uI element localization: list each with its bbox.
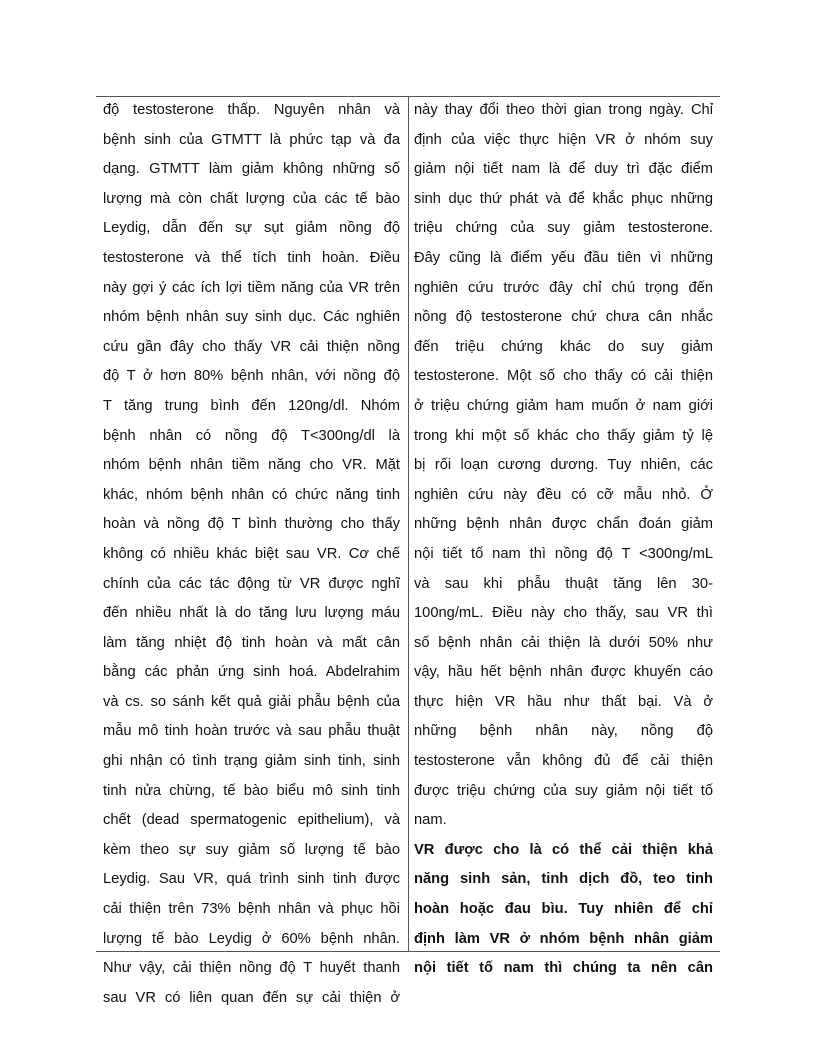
text-line: testosterone và thể tích tinh hoàn. Điều: [103, 249, 400, 266]
text-line: chết (dead spermatogenic epithelium), và: [103, 812, 400, 829]
text-line: nghiên cứu này đều có cỡ mẫu nhỏ. Ở: [414, 486, 713, 503]
text-line: độ testosterone thấp. Nguyên nhân và: [103, 102, 400, 118]
text-line: hoàn hoặc đau bìu. Tuy nhiên để chỉ: [414, 901, 713, 918]
text-line: số bệnh nhân cải thiện là dưới 50% như: [414, 634, 713, 651]
text-line: Leydig. Sau VR, quá trình sinh tinh được: [103, 871, 400, 888]
right-column: [414, 96, 713, 984]
text-line: testosterone. Một số cho thấy có cải thiện: [414, 368, 713, 385]
column-divider: [408, 96, 409, 952]
text-line: bằng các phản ứng sinh hoá. Abdelrahim: [103, 664, 400, 681]
text-line: VR được cho là có thể cải thiện khả: [414, 841, 713, 858]
text-line: sinh dục thứ phát và để khắc phục những: [414, 190, 713, 207]
text-line: định làm VR ở nhóm bệnh nhân giảm: [414, 930, 713, 947]
text-line: dạng. GTMTT làm giảm không những số: [103, 161, 400, 178]
text-line: và sau khi phẫu thuật tăng lên 30-: [414, 575, 713, 592]
text-line: nam.: [414, 812, 447, 829]
text-line: đến nhiều nhất là do tăng lưu lượng máu: [103, 605, 400, 622]
text-line: khác, nhóm bệnh nhân có chức năng tinh: [103, 486, 400, 503]
text-line: mẫu mô tinh hoàn trước và sau phẫu thuật: [103, 723, 400, 740]
text-line: nội tiết tố nam thì chúng ta nên cân: [414, 960, 713, 977]
text-line: kèm theo sự suy giảm số lượng tế bào: [103, 841, 400, 858]
text-line: Như vậy, cải thiện nồng độ T huyết thanh: [103, 960, 400, 977]
text-line: nhóm bệnh nhân suy sinh dục. Các nghiên: [103, 309, 400, 326]
text-line: những bệnh nhân được chẩn đoán giảm: [414, 516, 713, 533]
text-line: giảm nội tiết nam là để duy trì đặc điểm: [414, 161, 713, 178]
text-line: này gợi ý các ích lợi tiềm năng của VR trên: [103, 279, 400, 296]
text-line: lượng mà còn chất lượng của các tế bào: [103, 190, 400, 207]
text-line: 100ng/mL. Điều này cho thấy, sau VR thì: [414, 605, 713, 622]
text-line: nồng độ testosterone chứ chưa cân nhắc: [414, 309, 713, 326]
text-line: chính của các tác động từ VR được nghĩ: [103, 575, 400, 592]
text-line: nhóm bệnh nhân tiềm năng cho VR. Mặt: [103, 457, 400, 474]
text-line: làm tăng nhiệt độ tinh hoàn và mất cân: [103, 634, 400, 651]
text-line: ở triệu chứng giảm ham muốn ở nam giới: [414, 397, 713, 414]
text-line: định của việc thực hiện VR ở nhóm suy: [414, 131, 713, 148]
text-line: không có nhiều khác biệt sau VR. Cơ chế: [103, 545, 400, 562]
left-column: [103, 96, 400, 1013]
text-line: nội tiết tố nam thì nồng độ T <300ng/mL: [414, 545, 713, 562]
text-line: cải thiện trên 73% bệnh nhân và phục hồi: [103, 901, 400, 918]
text-line: Leydig, dẫn đến sự sụt giảm nồng độ: [103, 220, 400, 237]
text-line: cứu gần đây cho thấy VR cải thiện nồng: [103, 338, 400, 355]
text-line: hoàn và nồng độ T bình thường cho thấy: [103, 516, 400, 533]
text-line: lượng tế bào Leydig ở 60% bệnh nhân.: [103, 930, 400, 947]
text-line: ghi nhận có tình trạng giảm sinh tinh, sinh: [103, 753, 400, 770]
text-line: T tăng trung bình đến 120ng/dl. Nhóm: [103, 397, 400, 414]
text-line: trong khi một số khác cho thấy giảm tỷ lệ: [414, 427, 713, 444]
text-line: tinh nửa chừng, tế bào biểu mô sinh tinh: [103, 782, 400, 799]
text-line: được triệu chứng của suy giảm nội tiết tố: [414, 782, 713, 799]
text-line: bị rối loạn cương dương. Tuy nhiên, các: [414, 457, 713, 474]
text-line: vậy, hầu hết bệnh nhân được khuyến cáo: [414, 664, 713, 681]
text-line: nghiên cứu trước đây chỉ chú trọng đến: [414, 279, 713, 296]
text-line: triệu chứng của suy giảm testosterone.: [414, 220, 713, 237]
text-line: độ T ở hơn 80% bệnh nhân, với nồng độ: [103, 368, 400, 385]
text-line: này thay đổi theo thời gian trong ngày. Chỉ: [414, 102, 713, 118]
text-line: thực hiện VR hầu như thất bại. Và ở: [414, 693, 713, 710]
text-line: bệnh nhân có nồng độ T<300ng/dl là: [103, 427, 400, 444]
text-line: testosterone vẫn không đủ để cải thiện: [414, 753, 713, 770]
text-line: Đây cũng là điểm yếu đầu tiên vì những: [414, 249, 713, 266]
text-line: đến triệu chứng khác do suy giảm: [414, 338, 713, 355]
text-line: những bệnh nhân này, nồng độ: [414, 723, 713, 740]
text-line: sau VR có liên quan đến sự cải thiện ở: [103, 989, 400, 1006]
text-line: bệnh sinh của GTMTT là phức tạp và đa: [103, 131, 400, 148]
text-line: năng sinh sản, tinh dịch đồ, teo tinh: [414, 871, 713, 888]
text-line: và cs. so sánh kết quả giải phẫu bệnh của: [103, 693, 400, 710]
